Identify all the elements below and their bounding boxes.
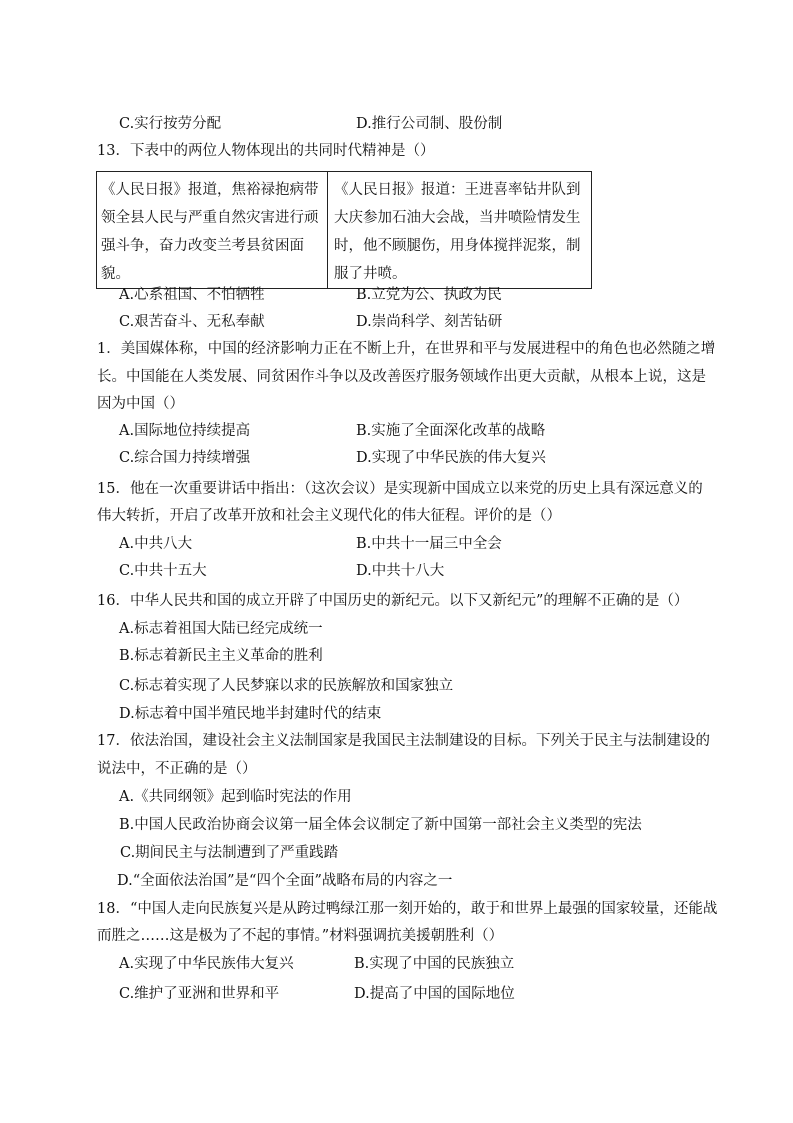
q14-option-c: C.综合国力持续增强 <box>119 450 251 466</box>
q13-table-cell-wang-jinxi: 《人民日报》报道：王进喜率钻井队到大庆参加石油大会战，当井喷险情发生时，他不顾腿伤，用身体搅拌泥浆，制服了井喷。 <box>328 172 592 289</box>
q15-stem-line-2: 伟大转折，开启了改革开放和社会主义现代化的伟大征程。评价的是（） <box>97 508 561 524</box>
q13-option-a: A.心系祖国、不怕牺牲 <box>119 287 265 303</box>
q15-option-c: C.中共十五大 <box>119 563 207 579</box>
q18-option-d: D.提高了中国的国际地位 <box>354 986 515 1002</box>
q13-option-b: B.立党为公、执政为民 <box>356 287 502 303</box>
q13-option-c: C.艰苦奋斗、无私奉献 <box>119 314 265 330</box>
q18-option-b: B.实现了中国的民族独立 <box>354 956 515 972</box>
q14-stem-line-3: 因为中国（） <box>97 396 184 412</box>
q14-stem-line-2: 长。中国能在人类发展、同贫困作斗争以及改善医疗服务领域作出更大贡献，从根本上说，这是 <box>97 369 706 385</box>
q17-option-c: C.期间民主与法制遭到了严重践踏 <box>120 845 339 861</box>
q12-option-c: C.实行按劳分配 <box>119 116 222 132</box>
q17-option-a: A.《共同纲领》起到临时宪法的作用 <box>119 789 352 805</box>
q17-option-b: B.中国人民政治协商会议第一届全体会议制定了新中国第一部社会主义类型的宪法 <box>119 817 642 833</box>
q18-option-a: A.实现了中华民族伟大复兴 <box>119 956 294 972</box>
q18-option-c: C.维护了亚洲和世界和平 <box>119 986 280 1002</box>
q17-stem-line-2: 说法中，不正确的是（） <box>97 761 257 777</box>
q18-stem-line-2: 而胜之……这是极为了不起的事情。”材料强调抗美援朝胜利（） <box>97 928 504 944</box>
q15-option-a: A.中共八大 <box>119 536 193 552</box>
q17-option-d: D.“全面依法治国”是“四个全面”战略布局的内容之一 <box>117 873 453 889</box>
q14-option-a: A.国际地位持续提高 <box>119 423 251 439</box>
q13-table <box>96 171 592 289</box>
q16-option-a: A.标志着祖国大陆已经完成统一 <box>119 621 323 637</box>
q16-option-d: D.标志着中国半殖民地半封建时代的结束 <box>119 706 382 722</box>
q15-option-b: B.中共十一届三中全会 <box>356 536 502 552</box>
q14-stem-line-1: 1．美国媒体称，中国的经济影响力正在不断上升，在世界和平与发展进程中的角色也必然随之增 <box>97 341 716 357</box>
q13-option-d: D.崇尚科学、刻苦钻研 <box>356 314 503 330</box>
q15-option-d: D.中共十八大 <box>356 563 445 579</box>
q12-option-d: D.推行公司制、股份制 <box>356 116 503 132</box>
q17-stem-line-1: 17．依法治国，建设社会主义法制国家是我国民主法制建设的目标。下列关于民主与法制建设的 <box>97 733 710 749</box>
q14-option-b: B.实施了全面深化改革的战略 <box>356 423 546 439</box>
q16-option-c: C.标志着实现了人民梦寐以求的民族解放和国家独立 <box>119 678 454 694</box>
q16-stem: 16．中华人民共和国的成立开辟了中国历史的新纪元。以下又新纪元”的理解不正确的是（） <box>97 593 689 609</box>
q13-stem: 13．下表中的两位人物体现出的共同时代精神是（） <box>97 143 435 159</box>
q13-table-cell-jiao-yulu: 《人民日报》报道，焦裕禄抱病带领全县人民与严重自然灾害进行顽强斗争，奋力改变兰考县贫困面貌。 <box>97 172 328 289</box>
q15-stem-line-1: 15．他在一次重要讲话中指出：（这次会议）是实现新中国成立以来党的历史上具有深远意义的 <box>97 481 703 497</box>
q14-option-d: D.实现了中华民族的伟大复兴 <box>356 450 546 466</box>
q18-stem-line-1: 18．“中国人走向民族复兴是从跨过鸭绿江那一刻开始的，敢于和世界上最强的国家较量，还能战 <box>97 901 718 917</box>
q16-option-b: B.标志着新民主主义革命的胜利 <box>119 648 323 664</box>
